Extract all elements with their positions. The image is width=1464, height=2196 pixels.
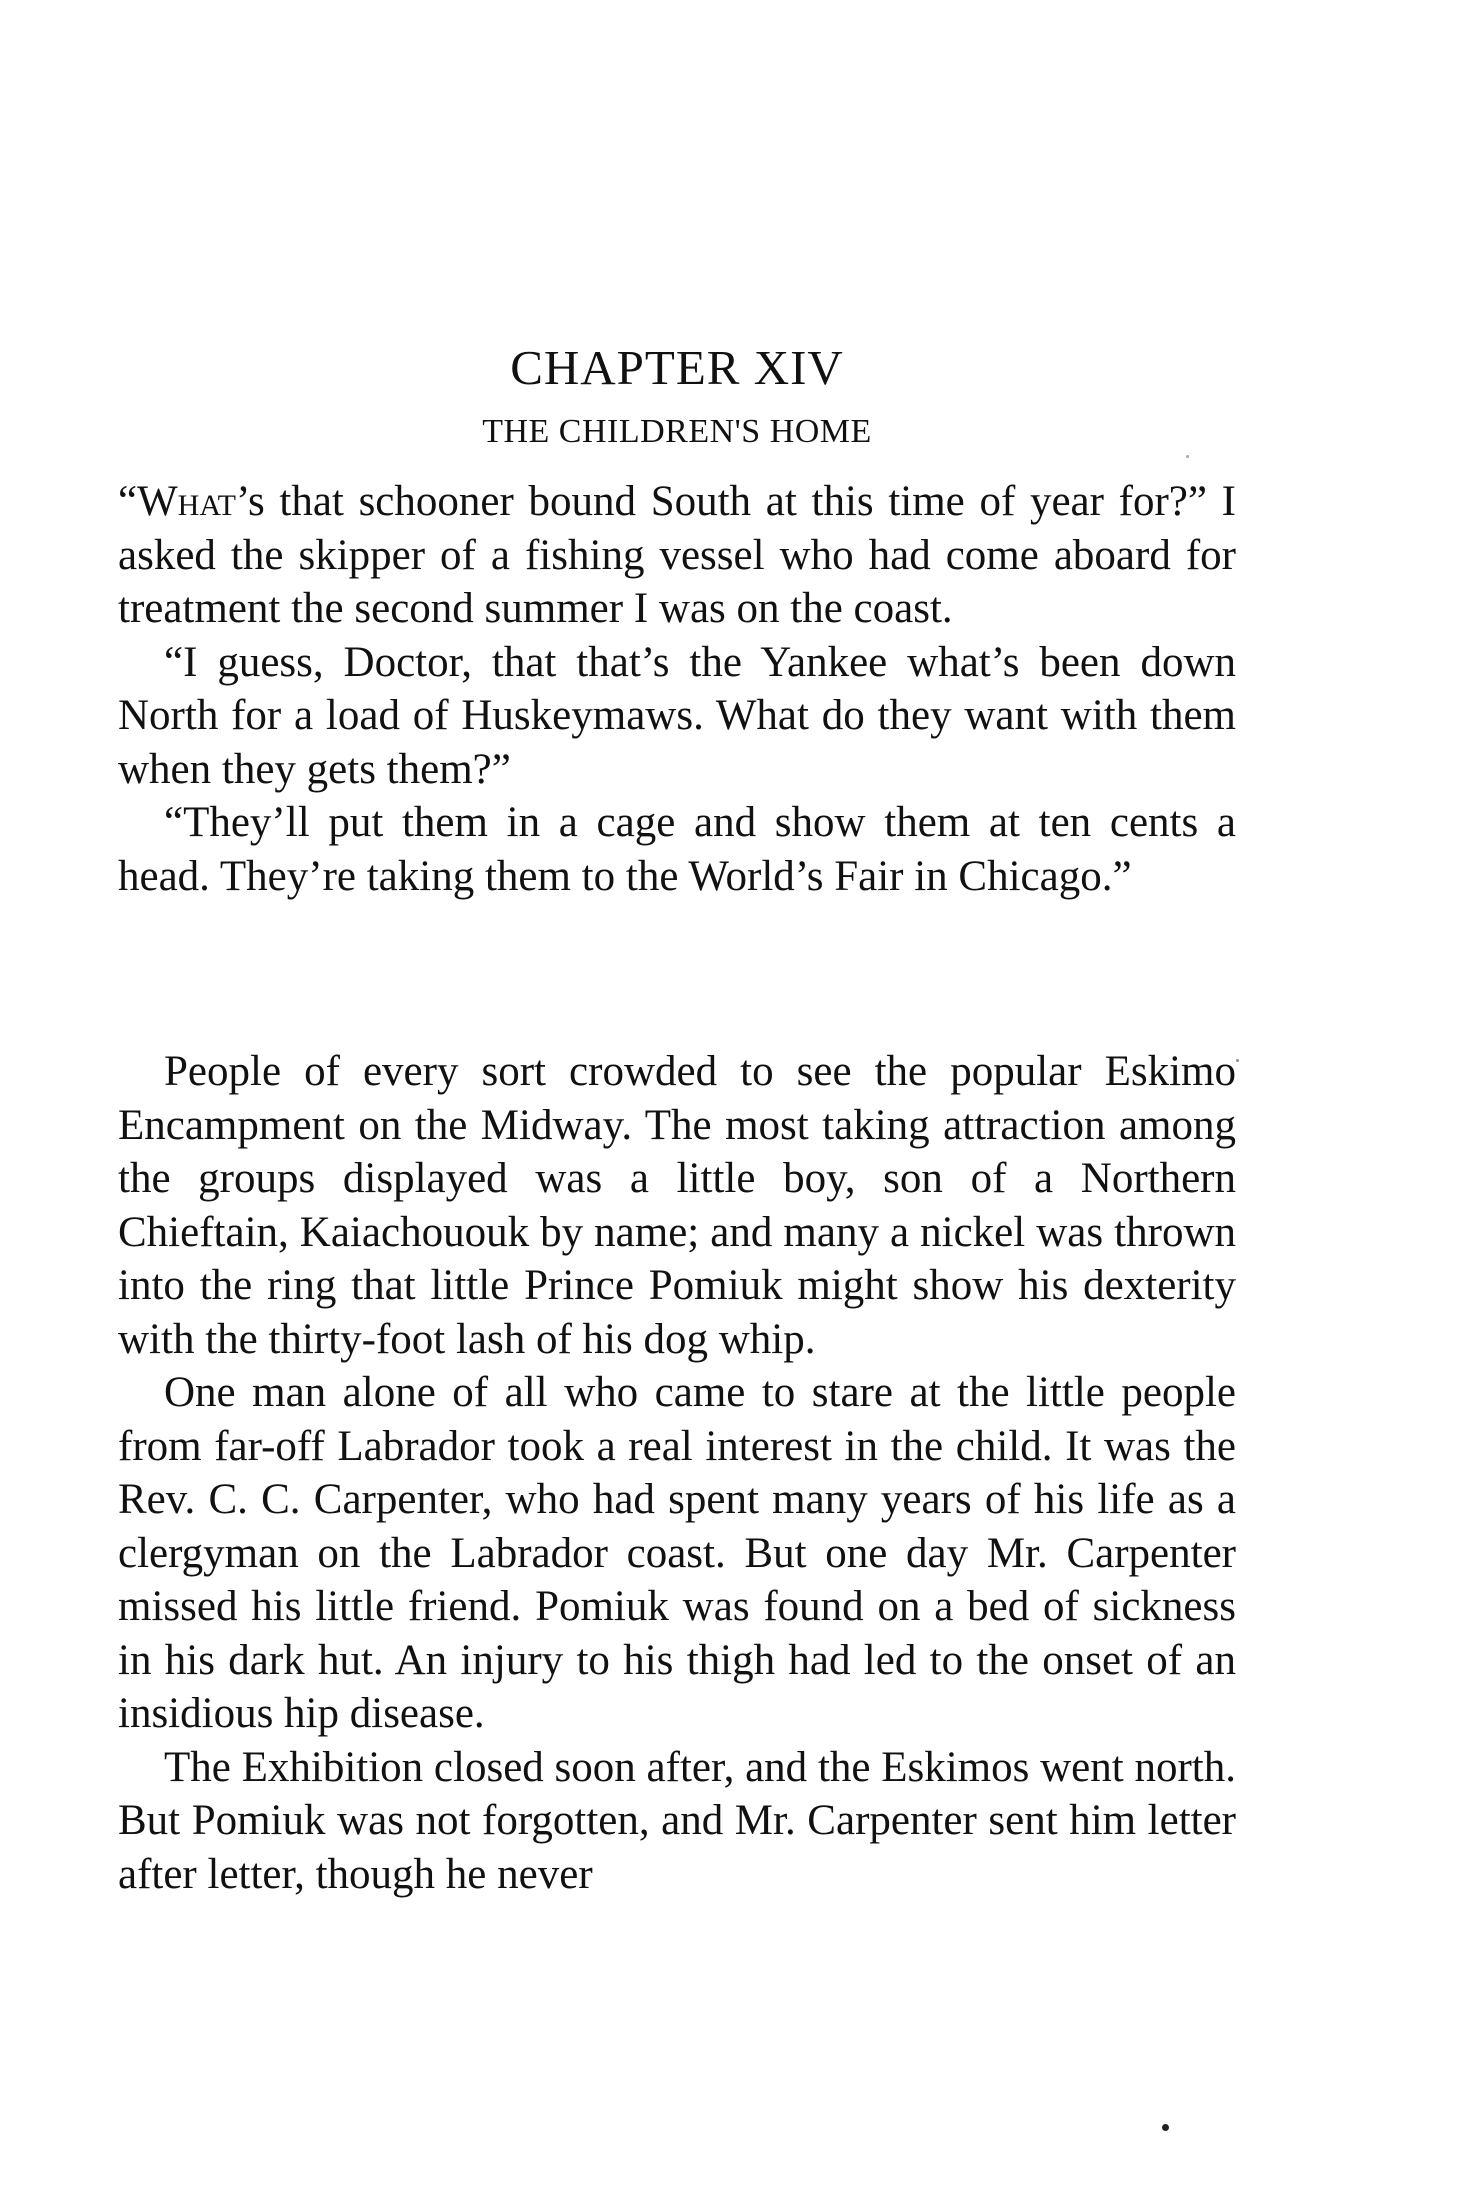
paragraph: People of every sort crowded to see the popular Eskimo Encampment on the Midway. The most taking attraction among the groups displayed was a little boy, son of a Northern Chieftain, Kaiachououk by name; and many a nickel was thrown into the ring that little Prince Pomiuk might show his dexterity with the thirty-foot lash of his dog whip. (118, 1048, 1236, 1363)
paragraph: The Exhibition closed soon after, and the Eskimos went north. But Pomiuk was not forgotten, and Mr. Carpenter sent him letter after letter, though he never (118, 1743, 1236, 1898)
ink-speck (1162, 2124, 1169, 2131)
text-block-top (118, 475, 1236, 903)
ink-speck (1186, 455, 1189, 458)
paragraph: One man alone of all who came to stare at the little people from far-off Labrador took a real interest in the child. It was the Rev. C. C. Carpenter, who had spent many years of his life as a clergyman on the Labrador coast. But one day Mr. Carpenter missed his little friend. Pomiuk was found on a bed of sickness in his dark hut. An injury to his thigh had led to the onset of an insidious hip disease. (118, 1369, 1236, 1737)
paragraph-text: ’s that schooner bound South at this time of year for?” I asked the skipper of a fishing vessel who had come aboard for treatment the second summer I was on the coast. (118, 478, 1236, 632)
text-block-bottom (118, 1045, 1236, 1901)
chapter-number: CHAPTER XIV (510, 340, 844, 395)
chapter-title: THE CHILDREN'S HOME (482, 413, 872, 450)
paragraph: “I guess, Doctor, that that’s the Yankee what’s been down North for a load of Huskeymaws. What do they want with them when they gets them?” (118, 638, 1236, 793)
opening-quote: “ (118, 478, 138, 525)
opening-word: What (137, 478, 237, 525)
paragraph: “They’ll put them in a cage and show them at ten cents a head. They’re taking them to the World’s Fair in Chicago.” (118, 799, 1236, 900)
paragraph (118, 475, 1236, 636)
ink-speck (1236, 1059, 1239, 1062)
